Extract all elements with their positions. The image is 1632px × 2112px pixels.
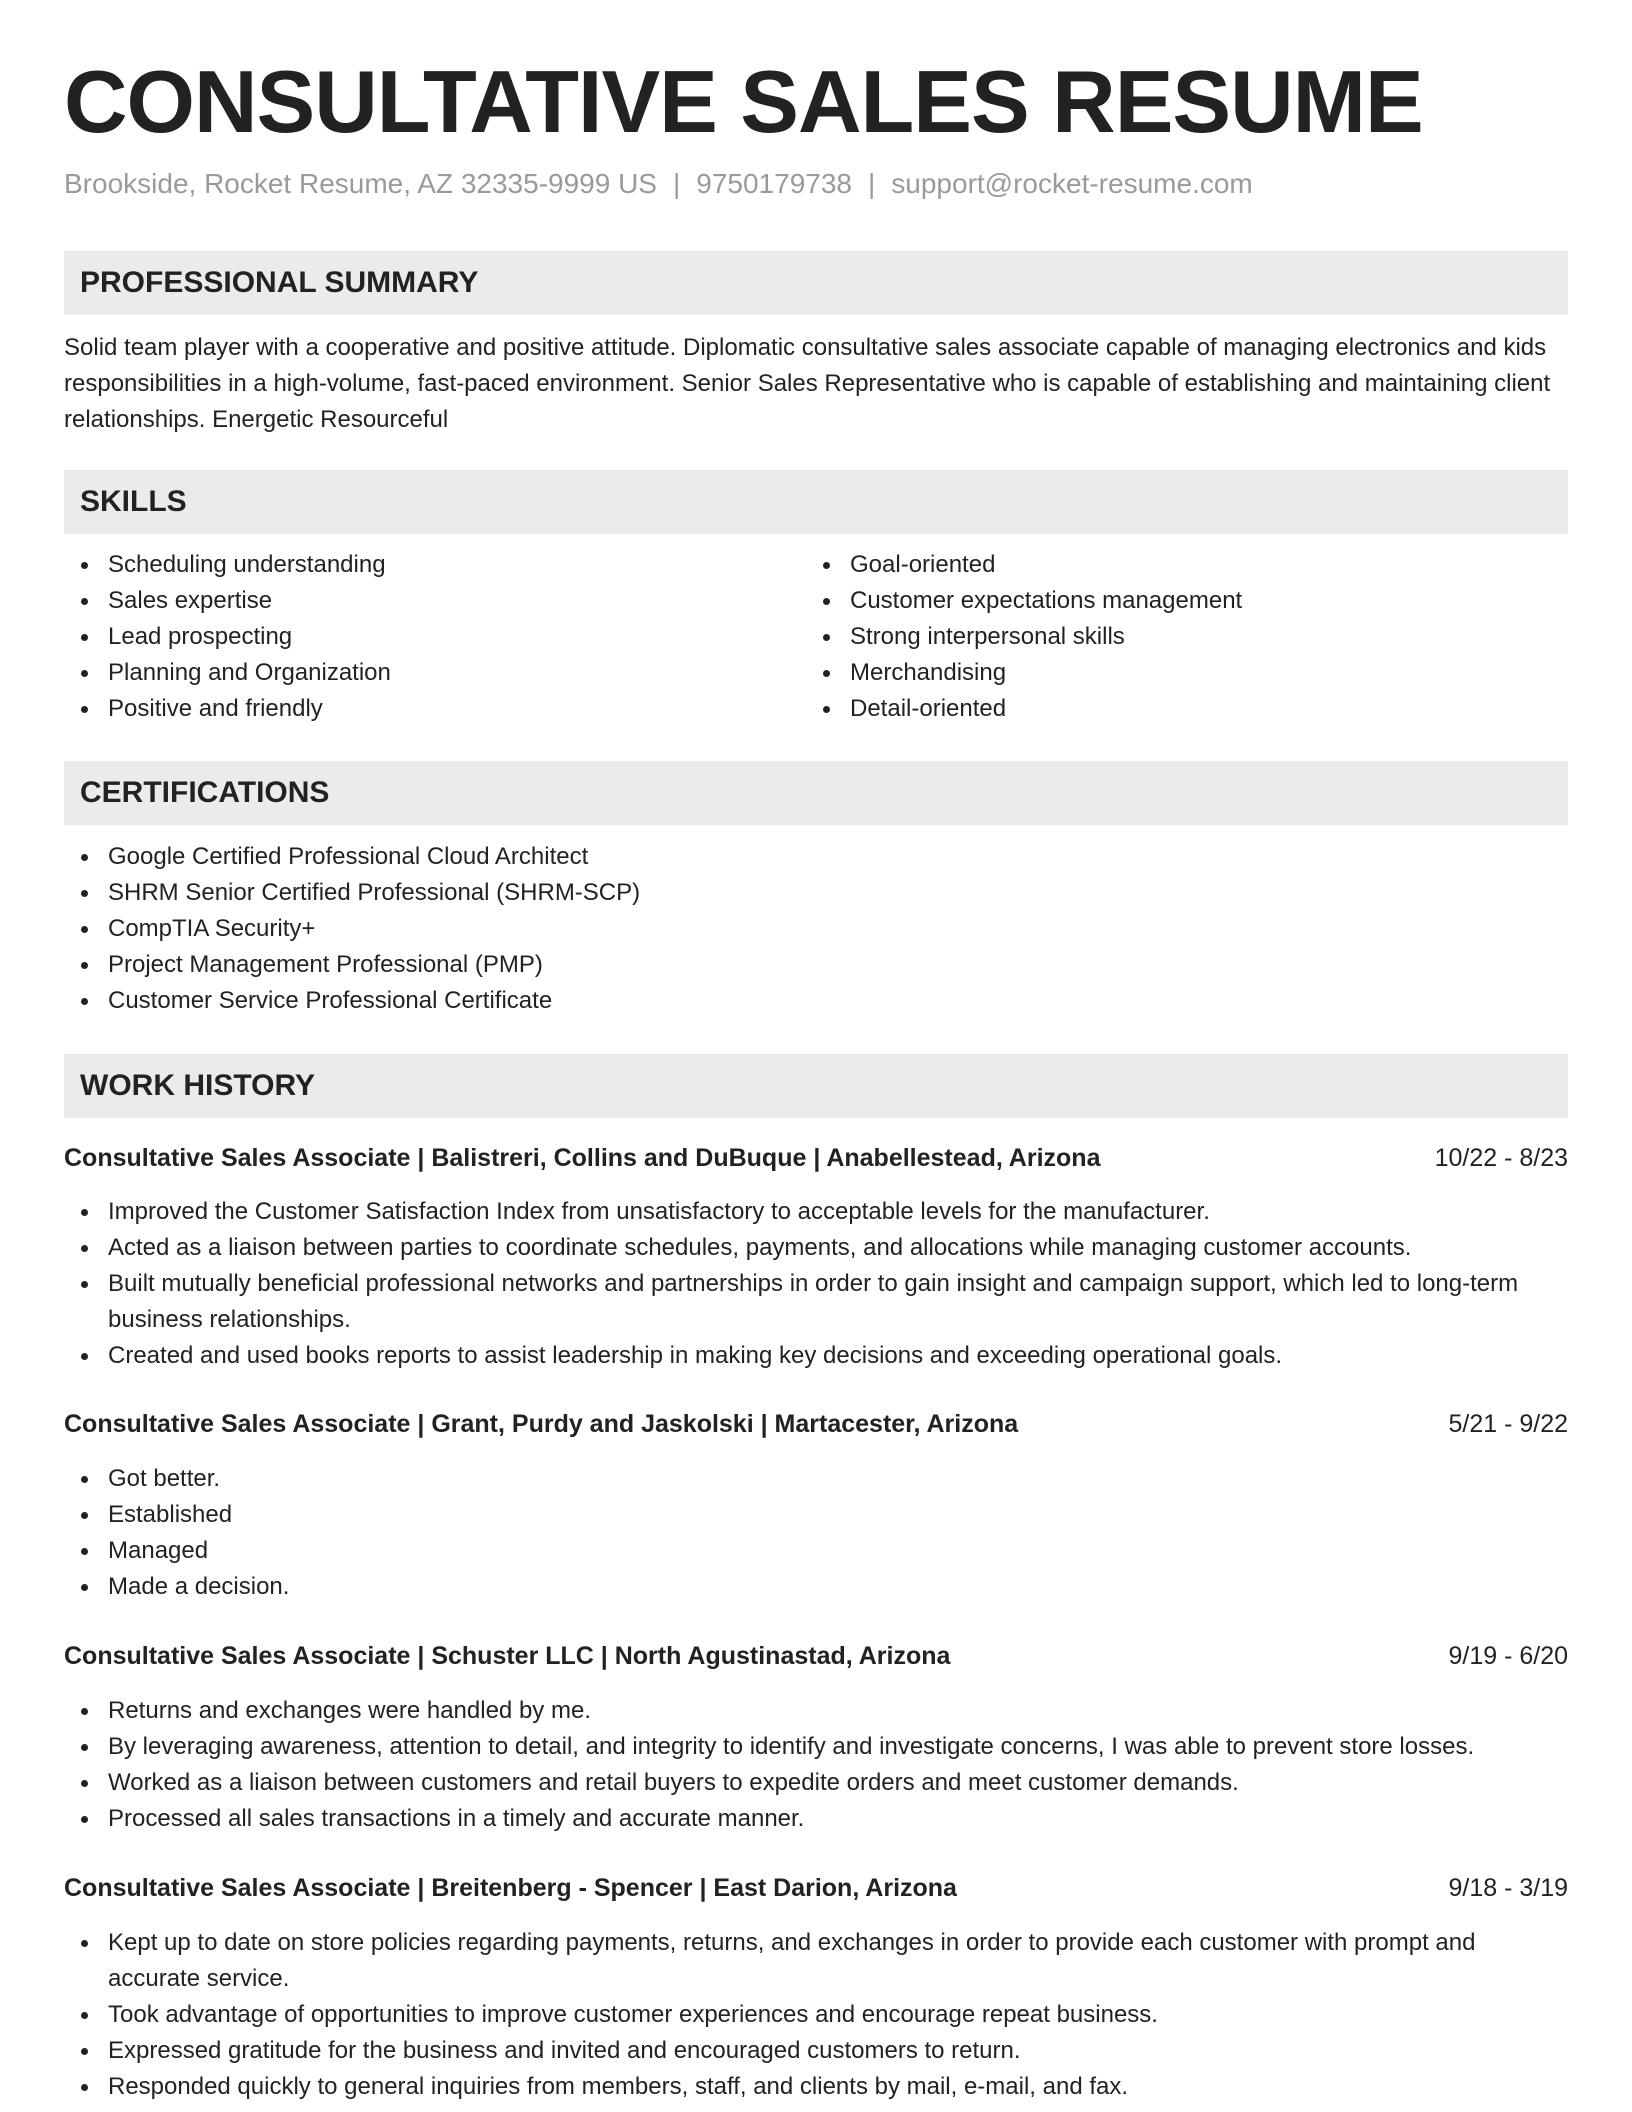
job-bullets bbox=[64, 1693, 1568, 1837]
list-item: Sales expertise bbox=[64, 583, 799, 619]
job-title: Consultative Sales Associate | Balistreri, Collins and DuBuque | Anabellestead, Arizona bbox=[64, 1144, 1101, 1172]
contact-line bbox=[64, 166, 1253, 202]
resume-title: CONSULTATIVE SALES RESUME bbox=[64, 52, 1423, 151]
summary-text: Solid team player with a cooperative and positive attitude. Diplomatic consultative sales associate capable of managing electronics and kids responsibilities in a high-volume, fast-paced environment. Senior Sales Representative who is capable of establishing and maintaining client relationships. Energetic Resourceful bbox=[64, 334, 1551, 433]
certifications-heading: CERTIFICATIONS bbox=[64, 761, 1568, 825]
list-item: SHRM Senior Certified Professional (SHRM-SCP) bbox=[64, 875, 1568, 911]
phone-text: 9750179738 bbox=[696, 168, 852, 199]
list-item: Took advantage of opportunities to improve customer experiences and encourage repeat business. bbox=[64, 1997, 1568, 2033]
list-item: Improved the Customer Satisfaction Index from unsatisfactory to acceptable levels for the manufacturer. bbox=[64, 1194, 1568, 1230]
certifications-list bbox=[64, 839, 1568, 1019]
job-dates: 10/22 - 8/23 bbox=[1434, 1144, 1568, 1172]
job-title: Consultative Sales Associate | Breitenberg - Spencer | East Darion, Arizona bbox=[64, 1874, 957, 1902]
list-item: Detail-oriented bbox=[806, 691, 1568, 727]
list-item: Strong interpersonal skills bbox=[806, 619, 1568, 655]
list-item: Lead prospecting bbox=[64, 619, 799, 655]
job-bullets bbox=[64, 1461, 1568, 1605]
job-bullets bbox=[64, 1925, 1568, 2105]
work-history-heading: WORK HISTORY bbox=[64, 1054, 1568, 1118]
job-dates: 9/18 - 3/19 bbox=[1448, 1874, 1568, 1902]
email-text: support@rocket-resume.com bbox=[891, 168, 1253, 199]
list-item: CompTIA Security+ bbox=[64, 911, 1568, 947]
address-text: Brookside, Rocket Resume, AZ 32335-9999 US bbox=[64, 168, 657, 199]
list-item: Acted as a liaison between parties to coordinate schedules, payments, and allocations while managing customer accounts. bbox=[64, 1230, 1568, 1266]
job-bullets bbox=[64, 1194, 1568, 1374]
skills-list-left bbox=[64, 547, 799, 727]
contact-separator: | bbox=[868, 168, 876, 199]
list-item: Merchandising bbox=[806, 655, 1568, 691]
skills-heading: SKILLS bbox=[64, 470, 1568, 534]
contact-separator: | bbox=[672, 168, 681, 199]
list-item: Got better. bbox=[64, 1461, 1568, 1497]
list-item: Returns and exchanges were handled by me. bbox=[64, 1693, 1568, 1729]
job-title: Consultative Sales Associate | Grant, Purdy and Jaskolski | Martacester, Arizona bbox=[64, 1410, 1019, 1438]
list-item: Created and used books reports to assist leadership in making key decisions and exceeding operational goals. bbox=[64, 1338, 1568, 1374]
list-item: Customer expectations management bbox=[806, 583, 1568, 619]
list-item: Google Certified Professional Cloud Architect bbox=[64, 839, 1568, 875]
list-item: Scheduling understanding bbox=[64, 547, 799, 583]
list-item: Built mutually beneficial professional networks and partnerships in order to gain insight and campaign support, which led to long-term business relationships. bbox=[64, 1266, 1568, 1338]
list-item: Customer Service Professional Certificate bbox=[64, 983, 1568, 1019]
list-item: Planning and Organization bbox=[64, 655, 799, 691]
list-item: Project Management Professional (PMP) bbox=[64, 947, 1568, 983]
list-item: Managed bbox=[64, 1533, 1568, 1569]
job-title: Consultative Sales Associate | Schuster LLC | North Agustinastad, Arizona bbox=[64, 1642, 951, 1670]
list-item: By leveraging awareness, attention to detail, and integrity to identify and investigate concerns, I was able to prevent store losses. bbox=[64, 1729, 1568, 1765]
list-item: Responded quickly to general inquiries from members, staff, and clients by mail, e-mail, and fax. bbox=[64, 2069, 1568, 2105]
job-dates: 9/19 - 6/20 bbox=[1448, 1642, 1568, 1670]
list-item: Goal-oriented bbox=[806, 547, 1568, 583]
summary-heading: PROFESSIONAL SUMMARY bbox=[64, 251, 1568, 315]
job-dates: 5/21 - 9/22 bbox=[1448, 1410, 1568, 1438]
list-item: Established bbox=[64, 1497, 1568, 1533]
list-item: Made a decision. bbox=[64, 1569, 1568, 1605]
list-item: Worked as a liaison between customers and retail buyers to expedite orders and meet customer demands. bbox=[64, 1765, 1568, 1801]
list-item: Expressed gratitude for the business and invited and encouraged customers to return. bbox=[64, 2033, 1568, 2069]
list-item: Processed all sales transactions in a timely and accurate manner. bbox=[64, 1801, 1568, 1837]
list-item: Kept up to date on store policies regarding payments, returns, and exchanges in order to provide each customer with prompt and accurate service. bbox=[64, 1925, 1568, 1997]
list-item: Positive and friendly bbox=[64, 691, 799, 727]
skills-list-right bbox=[806, 547, 1568, 727]
